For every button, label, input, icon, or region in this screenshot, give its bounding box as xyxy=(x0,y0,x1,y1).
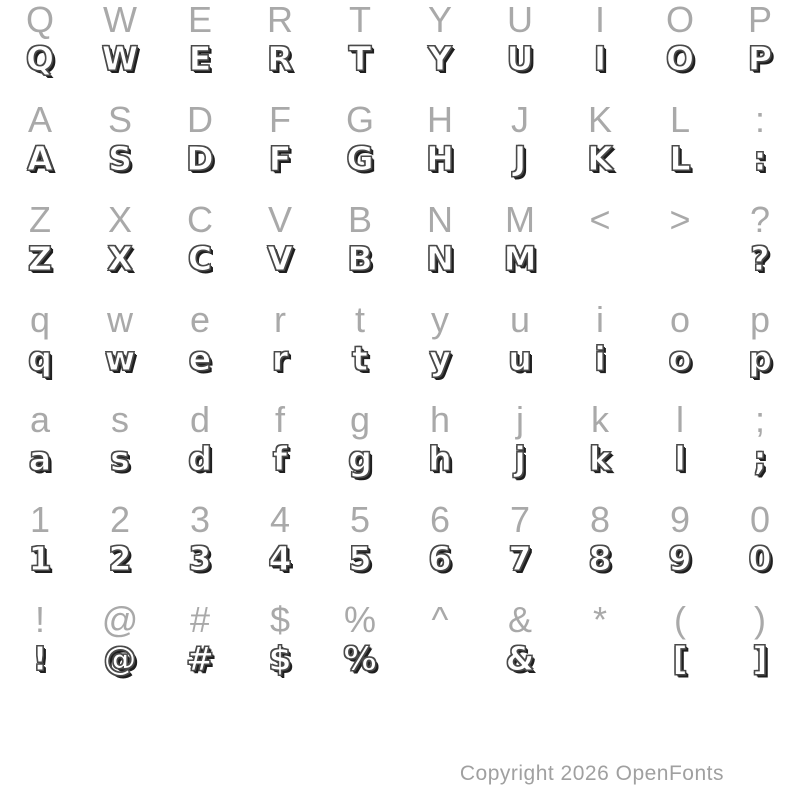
reference-char: 0 xyxy=(749,499,771,540)
reference-char: C xyxy=(187,199,213,240)
font-glyph: d xyxy=(188,439,212,478)
glyph-row-digits xyxy=(0,540,800,600)
font-glyph: q xyxy=(28,339,52,378)
reference-char: ( xyxy=(674,599,686,640)
font-glyph: 1 xyxy=(28,539,52,578)
reference-row-lowercase-asdf xyxy=(0,400,800,440)
reference-char: X xyxy=(107,199,132,240)
reference-char: d xyxy=(189,399,211,440)
font-glyph: w xyxy=(104,339,136,378)
font-glyph: I xyxy=(593,39,607,78)
font-glyph: O xyxy=(665,39,695,78)
reference-char: N xyxy=(427,199,453,240)
reference-char: % xyxy=(343,599,376,640)
font-glyph: M xyxy=(503,239,537,278)
font-glyph: 5 xyxy=(348,539,372,578)
font-glyph: @ xyxy=(103,639,137,678)
reference-char: D xyxy=(187,99,213,140)
font-glyph xyxy=(560,640,640,700)
glyph-row-uppercase-asdf xyxy=(0,140,800,200)
reference-char: y xyxy=(431,299,449,340)
font-glyph: 3 xyxy=(188,539,212,578)
font-glyph: y xyxy=(429,339,451,378)
font-glyph: W xyxy=(101,39,139,78)
font-glyph: p xyxy=(748,339,772,378)
reference-char: W xyxy=(103,0,137,40)
reference-char: A xyxy=(27,99,52,140)
reference-char: T xyxy=(349,0,371,40)
reference-char: p xyxy=(749,299,771,340)
reference-char: B xyxy=(347,199,372,240)
font-glyph: t xyxy=(352,339,368,378)
font-glyph: X xyxy=(107,239,133,278)
row-pair-symbols xyxy=(0,600,800,700)
reference-char: O xyxy=(665,0,694,40)
reference-row-uppercase-zxcv xyxy=(0,200,800,240)
reference-char: u xyxy=(509,299,531,340)
font-glyph: s xyxy=(110,439,130,478)
reference-char: a xyxy=(29,399,51,440)
font-glyph: L xyxy=(669,139,691,178)
copyright-notice: Copyright 2026 OpenFonts xyxy=(459,762,724,785)
reference-char: U xyxy=(507,0,533,40)
reference-char: t xyxy=(354,299,365,340)
font-glyph: 4 xyxy=(268,539,292,578)
reference-char: K xyxy=(587,99,612,140)
reference-char: @ xyxy=(101,599,139,640)
font-glyph: E xyxy=(188,39,212,78)
font-glyph xyxy=(560,240,640,300)
row-pair-digits xyxy=(0,500,800,600)
font-glyph: A xyxy=(27,139,53,178)
reference-char: 8 xyxy=(589,499,611,540)
reference-char: q xyxy=(29,299,51,340)
reference-char: Y xyxy=(427,0,452,40)
reference-char: E xyxy=(187,0,212,40)
glyph-row-uppercase-zxcv xyxy=(0,240,800,300)
font-glyph: : xyxy=(753,139,767,178)
font-glyph: [ xyxy=(672,639,688,678)
reference-char: * xyxy=(592,599,607,640)
font-glyph: R xyxy=(267,39,293,78)
glyph-row-lowercase-asdf xyxy=(0,440,800,500)
font-glyph: S xyxy=(108,139,132,178)
font-glyph: 6 xyxy=(428,539,452,578)
font-glyph: k xyxy=(589,439,611,478)
font-glyph: ? xyxy=(750,239,770,278)
font-glyph: G xyxy=(346,139,374,178)
reference-char: 3 xyxy=(189,499,211,540)
reference-char: ) xyxy=(754,599,766,640)
reference-char: s xyxy=(111,399,129,440)
font-glyph: Z xyxy=(28,239,52,278)
reference-row-lowercase-qwerty xyxy=(0,300,800,340)
font-glyph: ; xyxy=(753,439,767,478)
font-glyph: $ xyxy=(268,639,292,678)
reference-char: ? xyxy=(749,199,771,240)
font-glyph: o xyxy=(668,339,692,378)
row-pair-lowercase-qwerty xyxy=(0,300,800,400)
font-glyph: r xyxy=(271,339,289,378)
font-glyph: C xyxy=(187,239,213,278)
reference-char: < xyxy=(589,199,611,240)
reference-char: 5 xyxy=(349,499,371,540)
font-glyph xyxy=(640,240,720,300)
font-glyph: e xyxy=(188,339,212,378)
reference-char: 1 xyxy=(29,499,51,540)
font-glyph: H xyxy=(426,139,454,178)
font-glyph xyxy=(400,640,480,700)
reference-char: 4 xyxy=(269,499,291,540)
font-glyph: h xyxy=(428,439,452,478)
font-glyph: F xyxy=(268,139,292,178)
reference-char: Z xyxy=(29,199,51,240)
reference-char: I xyxy=(594,0,605,40)
font-glyph: 7 xyxy=(508,539,532,578)
font-glyph: B xyxy=(347,239,373,278)
reference-row-uppercase-qwerty xyxy=(0,0,800,40)
reference-char: 2 xyxy=(109,499,131,540)
reference-char: ! xyxy=(34,599,45,640)
font-glyph: 0 xyxy=(748,539,772,578)
reference-char: 9 xyxy=(669,499,691,540)
reference-char: & xyxy=(507,599,532,640)
font-glyph: J xyxy=(513,139,527,178)
reference-char: J xyxy=(511,99,529,140)
reference-char: w xyxy=(107,299,133,340)
font-glyph: D xyxy=(186,139,214,178)
font-glyph: & xyxy=(505,639,535,678)
font-glyph: ] xyxy=(752,639,768,678)
font-glyph: # xyxy=(186,639,214,678)
reference-char: 6 xyxy=(429,499,451,540)
reference-char: o xyxy=(669,299,691,340)
reference-char: 7 xyxy=(509,499,531,540)
font-glyph: U xyxy=(506,39,534,78)
reference-char: H xyxy=(427,99,453,140)
reference-char: j xyxy=(516,399,524,440)
font-glyph: i xyxy=(594,339,606,378)
row-pair-lowercase-asdf xyxy=(0,400,800,500)
row-pair-uppercase-zxcv xyxy=(0,200,800,300)
font-glyph: K xyxy=(587,139,613,178)
reference-char: M xyxy=(505,199,535,240)
reference-char: $ xyxy=(269,599,291,640)
reference-char: L xyxy=(669,99,691,140)
font-glyph: l xyxy=(674,439,686,478)
reference-row-uppercase-asdf xyxy=(0,100,800,140)
font-glyph: u xyxy=(508,339,532,378)
font-glyph: 9 xyxy=(668,539,692,578)
font-glyph: a xyxy=(28,439,52,478)
reference-row-symbols xyxy=(0,600,800,640)
glyph-row-symbols xyxy=(0,640,800,700)
reference-char: G xyxy=(345,99,374,140)
font-glyph: Y xyxy=(428,39,452,78)
reference-char: V xyxy=(267,199,292,240)
font-glyph: 2 xyxy=(108,539,132,578)
font-glyph: Q xyxy=(25,39,55,78)
font-glyph: ! xyxy=(32,639,48,678)
reference-char: f xyxy=(274,399,285,440)
font-glyph: f xyxy=(272,439,288,478)
reference-char: > xyxy=(669,199,691,240)
reference-char: ; xyxy=(754,399,765,440)
reference-char: R xyxy=(267,0,293,40)
font-glyph: V xyxy=(267,239,293,278)
font-glyph: N xyxy=(426,239,454,278)
reference-char: F xyxy=(269,99,291,140)
glyph-row-uppercase-qwerty xyxy=(0,40,800,100)
font-glyph: g xyxy=(348,439,372,478)
reference-char: l xyxy=(676,399,684,440)
reference-char: : xyxy=(754,99,765,140)
reference-char: ^ xyxy=(431,599,449,640)
reference-row-digits xyxy=(0,500,800,540)
reference-char: g xyxy=(349,399,371,440)
reference-char: i xyxy=(596,299,604,340)
row-pair-uppercase-asdf xyxy=(0,100,800,200)
reference-char: P xyxy=(747,0,772,40)
reference-char: Q xyxy=(25,0,54,40)
reference-char: r xyxy=(274,299,286,340)
reference-char: # xyxy=(189,599,211,640)
font-glyph: 8 xyxy=(588,539,612,578)
font-glyph: % xyxy=(343,639,377,678)
row-pair-uppercase-qwerty xyxy=(0,0,800,100)
reference-char: e xyxy=(189,299,211,340)
font-glyph: P xyxy=(747,39,773,78)
reference-char: h xyxy=(429,399,451,440)
reference-char: k xyxy=(591,399,609,440)
font-glyph: T xyxy=(348,39,372,78)
font-glyph: j xyxy=(514,439,526,478)
reference-char: S xyxy=(107,99,132,140)
glyph-row-lowercase-qwerty xyxy=(0,340,800,400)
